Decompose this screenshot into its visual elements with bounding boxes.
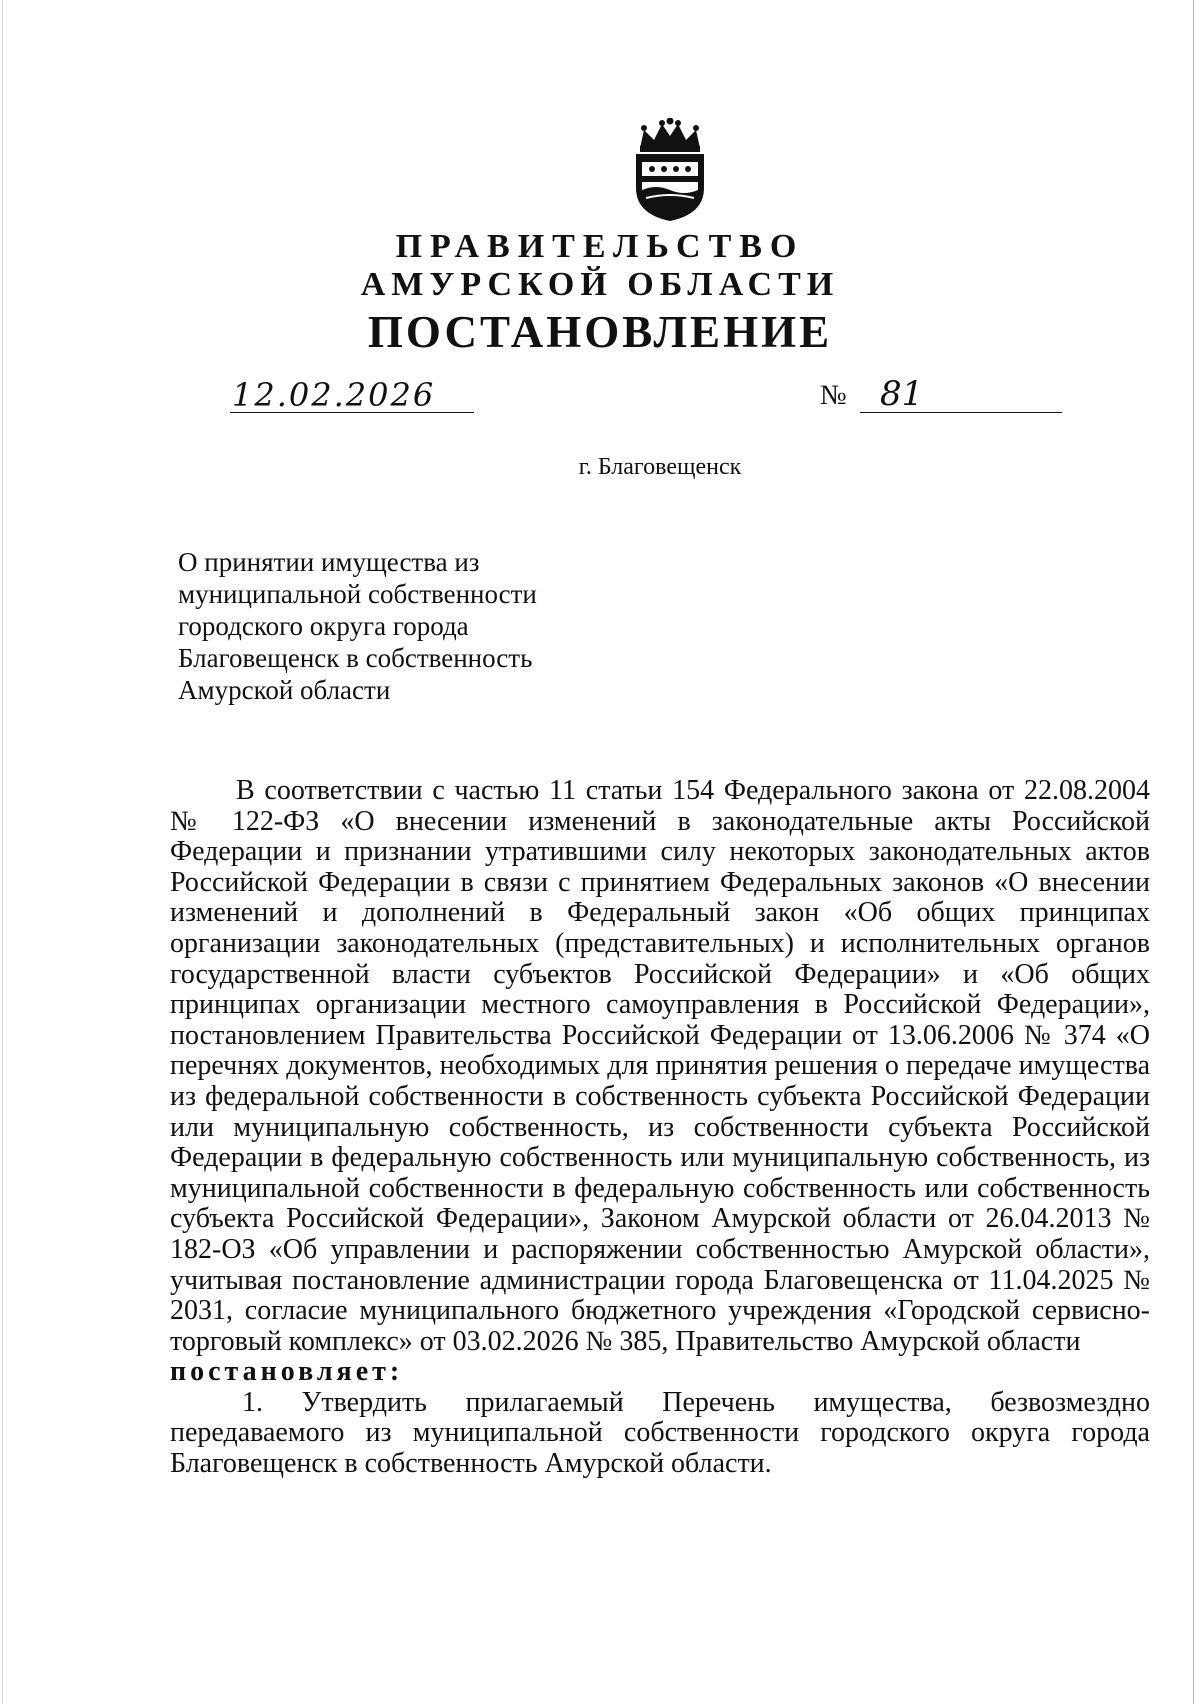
coat-of-arms-icon — [628, 118, 712, 222]
org-title-line2: АМУРСКОЙ ОБЛАСТИ — [360, 266, 840, 303]
number-sign: № — [820, 380, 847, 411]
subject-line: городского округа города — [178, 611, 469, 641]
subject-line: О принятии имущества из — [178, 547, 480, 577]
document-subject — [178, 546, 598, 706]
document-number: 81 — [880, 374, 924, 414]
subject-line: муниципальной собственности — [178, 579, 537, 609]
org-title-line1: ПРАВИТЕЛЬСТВО — [395, 228, 805, 265]
document-body — [170, 776, 1150, 1480]
subject-line: Благовещенск в собственность — [178, 643, 533, 673]
preamble-paragraph: В соответствии с частью 11 статьи 154 Федерального закона от 22.08.2004 № 122-ФЗ «О внесении изменений в законодательные акты Российской Федерации и признании утратившими силу некоторых законодательных актов Российской Федерации в связи с принятием Федеральных законов «О внесении изменений и дополнений в Федеральный закон «Об общих принципах организации законодательных (представительных) и исполнительных органов государственной власти субъектов Российской Федерации» и «Об общих принципах организации местного самоуправления в Российской Федерации», постановлением Правительства Российской Федерации от 13.06.2006 № 374 «О перечнях документов, необходимых для принятия решения о передаче имущества из федеральной собственности в собственность субъекта Российской Федерации или муниципальную собственность, из собственности субъекта Российской Федерации в федеральную собственность или муниципальную собственность, из муниципальной собственности в федеральную собственность или собственность субъекта Российской Федерации», Законом Амурской области от 26.04.2013 № 182-ОЗ «Об управлении и распоряжении собственностью Амурской области», учитывая постановление администрации города Благовещенска от 11.04.2025 № 2031, согласие муниципального бюджетного учреждения «Городской сервисно-торговый комплекс» от 03.02.2026 № 385, Правительство Амурской области — [170, 775, 1150, 1357]
city-label: г. Благовещенск — [578, 454, 742, 480]
resolves-word: постановляет: — [170, 1356, 404, 1388]
document-date: 12.02.2026 — [232, 376, 436, 414]
document-type-title: ПОСТАНОВЛЕНИЕ — [367, 307, 833, 357]
subject-line: Амурской области — [178, 675, 391, 705]
resolution-point-1: 1. Утвердить прилагаемый Перечень имущества, безвозмездно передаваемого из муниципальной собственности городского округа города Благовещенск в собственность Амурской области. — [170, 1386, 1150, 1480]
